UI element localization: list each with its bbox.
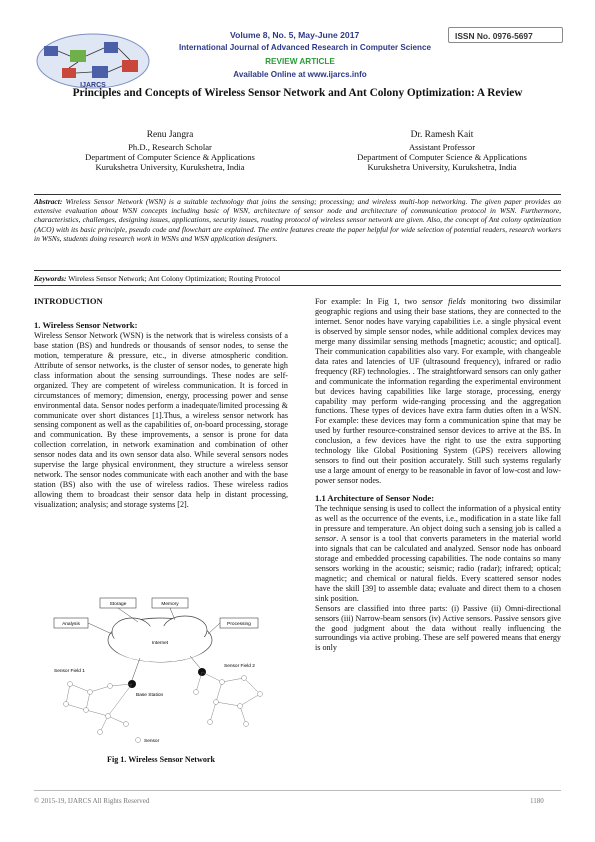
author-name: Renu Jangra bbox=[146, 130, 194, 140]
journal-logo bbox=[34, 30, 152, 92]
paragraph-text: The technique sensing is used to collect the information of a physical entity as well as the occurrence of the events, i.e., modification in a state like fall in pressure and temperature. An object doing such a sensing job is called a bbox=[315, 504, 561, 533]
sensor-field2-label: Sensor Field 2 bbox=[224, 664, 255, 669]
storage-label: Storage bbox=[109, 602, 127, 607]
abstract bbox=[34, 197, 561, 243]
paragraph-text: . A sensor is a tool that converts parameters in the material world into signals that can be calculated and analyzed. Sensor node has onboard storage and embedded processing capabilities. The node contains so many sensors working in the acoustic; seismic; radio (radar); infrared; optical; magnetic; and chemical or natural fields. Every scattered sensor nodes have the skill [39] to assemble data; evaluate and direct them to a chosen sink position. bbox=[315, 533, 561, 603]
author-role: Assistant Professor bbox=[408, 142, 476, 152]
issn-box: ISSN No. 0976-5697 bbox=[448, 27, 563, 43]
analysis-label: Analysis bbox=[62, 622, 80, 627]
wsn-figure bbox=[40, 592, 280, 747]
sensor-label: Sensor bbox=[144, 739, 160, 744]
author-name: Dr. Ramesh Kait bbox=[410, 130, 474, 140]
sensor-node bbox=[136, 738, 141, 743]
article-type: REVIEW ARTICLE bbox=[265, 57, 335, 66]
author-dept: Department of Computer Science & Applications bbox=[85, 152, 255, 163]
internet-cloud bbox=[108, 616, 212, 662]
author-2 bbox=[327, 129, 557, 173]
footer-divider bbox=[34, 790, 561, 791]
emphasis-text: sensor bbox=[315, 533, 337, 543]
abstract-text: Wireless Sensor Network (WSN) is a suitable technology that joins the sensing; processing; and wireless multi-hop networking. The given paper provides an extensive evaluation about WSN concepts including basic of WSN, architecture of sensor node and architecture of communication protocol in WSN. Furthermore, characteristics, challenges, designing issues, applications, security issues, routing protocol of wireless sensor network are given. Also, the concept of Ant colony optimization (ACO) with its basic principle, pseudo code and flowchart are explained. The entire features create the paper helpful for wide selection of potential readers, research workers in WSNs, students doing research work in WSNs and WSN application designers. bbox=[34, 197, 561, 243]
processing-label: Processing bbox=[227, 622, 251, 627]
divider bbox=[34, 194, 561, 195]
paragraph bbox=[315, 297, 561, 486]
base-station-label: Base Station bbox=[136, 693, 164, 698]
journal-name: International Journal of Advanced Research in Computer Science bbox=[178, 43, 432, 52]
section-heading: 1.1 Architecture of Sensor Node: bbox=[315, 493, 435, 504]
section-heading: 1. Wireless Sensor Network: bbox=[34, 319, 138, 330]
paragraph-text: For example: In Fig 1, two bbox=[315, 297, 422, 306]
intro-heading: INTRODUCTION bbox=[34, 296, 103, 306]
author-dept: Department of Computer Science & Applications bbox=[357, 152, 527, 163]
copyright: © 2015-19, IJARCS All Rights Reserved bbox=[34, 797, 150, 805]
paragraph-text: monitoring two dissimilar geographic regions and using their base stations, they are connected to the internet. Senor nodes have varying capabilities i.e. a single physical event is observed by simple sensor nodes, while additional complex devices may merge many dissimilar sensing methods [magnetic; acoustic; and optical]. Their communication capabilities also vary. For example, with changeable data rates and latencies of UF (ultrasound frequency), infrared or radio frequency (RF) technologies. . The straightforward sensors can only gather and communicate the information regarding the experimental environment but devices having capabilities like large storage, processing, energy capability may perform wide-ranging processing and the aggregation functions. These types of devices have extra farm duties often in a WSN. For example: these devices may form a communication spine that may be used by further resource-constrained sensor devices to arrive at the BS. In conclusion, a few devices have the right to use the extra supporting technology like Global Positioning System (GPS) receivers allowing sensors to find out their position accurately. Still such systems regularly use a large amount of energy to be reasonable in favor of low-cost and low-power sensor nodes. bbox=[315, 297, 561, 486]
page-number: 1180 bbox=[530, 797, 544, 805]
author-univ: Kurukshetra University, Kurukshetra, India bbox=[367, 162, 517, 173]
emphasis-text: sensor fields bbox=[421, 297, 466, 306]
logo-text: IJARCS bbox=[80, 82, 106, 89]
right-column bbox=[315, 297, 561, 653]
figure-caption: Fig 1. Wireless Sensor Network bbox=[107, 755, 215, 764]
paragraph: Wireless Sensor Network (WSN) is the network that is wireless consists of a base station (BS) and hundreds or thousands of sensor nodes, to sense the motion, temperature & pressure, etc., in diverse atmospheric condition. Attribute of sensor networks, is the cluster of sensor nodes, to generate high class information about the sensing surroundings. These nodes are self-organized. They are competent of wireless communication. It is forced in circumstances of memory; dimension, energy, processing power and sense environmental data. Sensor nodes perform a inadequate/limited processing & communicate over short distances [1].Thus, a wireless sensor network has sensing component as well as the capabilities of, on-board processing, storage and communication. By these improvements, a sensor is prone for data collection correlation, in network examination and combination of other sensor nodes data and its own sensor data also. While several sensors nodes supervise the large physical environment, they structure a wireless sensor network. The sensor nodes communicate with each another and with the base station (BS) also with the use of wireless radios. These wireless radios allowing them to broadcast their sensor data help in distant processing, visualization; analysis; and storage systems [2]. bbox=[34, 330, 288, 510]
author-univ: Kurukshetra University, Kurukshetra, India bbox=[95, 162, 245, 173]
author-role: Ph.D., Research Scholar bbox=[128, 142, 212, 152]
author-1 bbox=[70, 129, 270, 173]
paper-title: Principles and Concepts of Wireless Sensor Network and Ant Colony Optimization: A Review bbox=[72, 87, 523, 99]
keywords-text: Wireless Sensor Network; Ant Colony Optimization; Routing Protocol bbox=[66, 274, 281, 283]
keywords bbox=[34, 274, 561, 283]
online-url[interactable]: Available Online at www.ijarcs.info bbox=[233, 70, 367, 79]
volume-info: Volume 8, No. 5, May-June 2017 bbox=[230, 30, 360, 40]
keywords-label: Keywords: bbox=[34, 274, 67, 283]
internet-label: Internet bbox=[151, 641, 169, 646]
abstract-label: Abstract: bbox=[34, 197, 63, 206]
divider bbox=[34, 270, 561, 271]
memory-label: Memory bbox=[161, 602, 179, 607]
divider bbox=[34, 285, 561, 286]
sensor-field1-label: Sensor Field 1 bbox=[54, 669, 85, 674]
paragraph bbox=[315, 504, 561, 604]
paragraph: Sensors are classified into three parts: (i) Passive (ii) Omni-directional sensors (iii) Narrow-beam sensors (iv) Active sensors. Passive sensors give the good judgment about the data without really influencing the surroundings via active probing. These are self powered means that energy is only bbox=[315, 603, 561, 653]
left-column bbox=[34, 297, 288, 510]
